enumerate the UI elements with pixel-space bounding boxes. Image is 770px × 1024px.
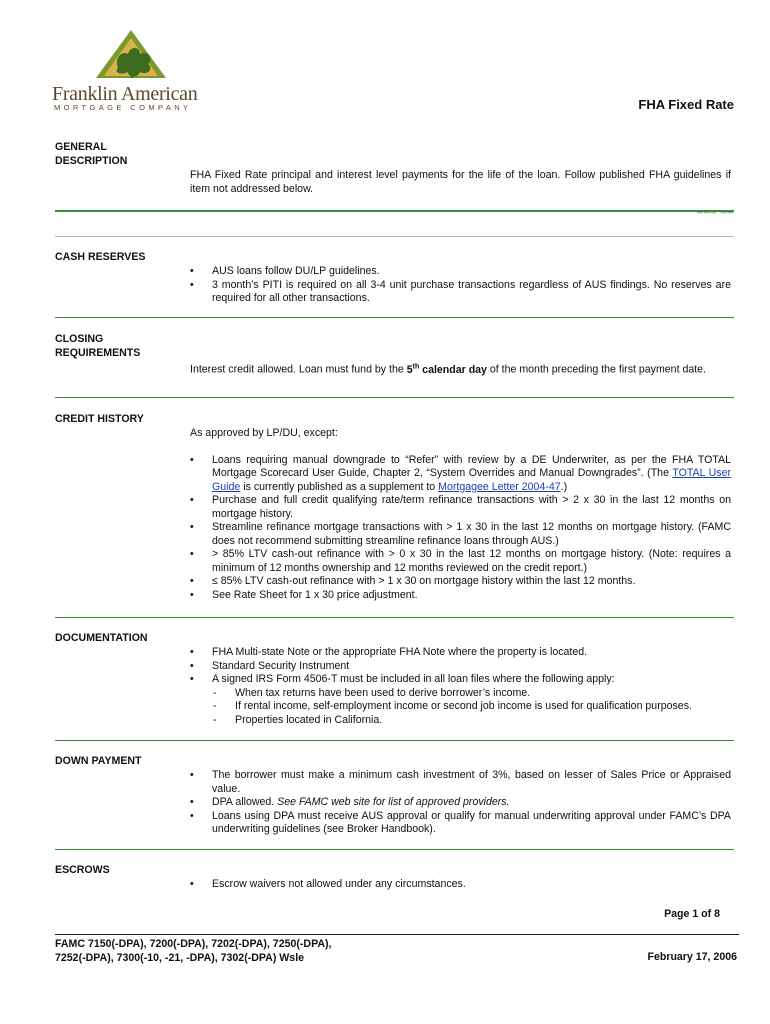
footer-date: February 17, 2006: [647, 951, 737, 963]
list-item: • Escrow waivers not allowed under any circumstances.: [190, 878, 731, 892]
list-item: • ≤ 85% LTV cash-out refinance with > 1 x 30 on mortgage history within the last 12 months.: [190, 575, 731, 589]
divider: [55, 849, 734, 850]
list-item: • FHA Multi-state Note or the appropriate FHA Note where the property is located.: [190, 646, 731, 660]
footer-line-2: 7252(-DPA), 7300(-10, -21, -DPA), 7302(-DPA) Wsle: [55, 952, 305, 964]
list-item: • A signed IRS Form 4506-T must be included in all loan files where the following apply:: [190, 673, 731, 687]
list-item: • 3 month’s PITI is required on all 3-4 unit purchase transactions regardless of AUS findings. No reserves are required for all other transactions.: [190, 279, 731, 306]
sub-list-item: - If rental income, self-employment income or second job income is used for qualification purposes.: [212, 700, 731, 714]
list-item: • See Rate Sheet for 1 x 30 price adjustment.: [190, 589, 731, 603]
company-subtitle: MORTGAGE COMPANY: [54, 103, 192, 112]
down-payment-content: [190, 769, 731, 837]
closing-text: Interest credit allowed. Loan must fund by the 5th calendar day of the month preceding the first payment date.: [190, 363, 707, 376]
divider: [55, 210, 734, 212]
sub-list-item: - Properties located in California.: [212, 714, 731, 728]
list-item: • The borrower must make a minimum cash investment of 3%, based on lesser of Sales Price or Appraised value.: [190, 769, 731, 796]
footer-product-codes: [55, 937, 331, 965]
list-item: • Loans requiring manual downgrade to “Refer” with review by a DE Underwriter, as per the FHA TOTAL Mortgage Scorecard User Guide, Chapter 2, “System Overrides and Manual Downgrades”. (The TOTAL User Guide is currently published as a supplement to Mortgagee Letter 2004-47.): [190, 454, 731, 495]
general-text: FHA Fixed Rate principal and interest level payments for the life of the loan. Follow published FHA guidelines if item not addressed below.: [190, 169, 731, 195]
list-item: • DPA allowed. See FAMC web site for list of approved providers.: [190, 796, 731, 810]
divider: [55, 740, 734, 741]
divider: [55, 317, 734, 318]
divider: [55, 617, 734, 618]
signature-mark: ___ __: [697, 203, 734, 214]
escrows-label: ESCROWS: [55, 864, 110, 876]
list-item: • Streamline refinance mortgage transactions with > 1 x 30 in the last 12 months on mortgage history. (FAMC does not recommend submitting streamline refinance loans through AUS.): [190, 521, 731, 548]
mortgagee-letter-link[interactable]: Mortgagee Letter 2004-47: [438, 480, 561, 493]
list-item: • > 85% LTV cash-out refinance with > 0 x 30 in the last 12 months on mortgage history. (Note: requires a minimum of 12 months ownership and 12 months reviewed on the credit report.): [190, 548, 731, 575]
total-user-guide-link[interactable]: TOTAL User Guide: [212, 467, 731, 493]
list-item: • Purchase and full credit qualifying rate/term refinance transactions with > 2 x 30 in the last 12 months on mortgage history.: [190, 494, 731, 521]
documentation-content: [190, 646, 731, 727]
general-description-label: GENERAL DESCRIPTION: [55, 141, 128, 167]
credit-history-content: [190, 427, 731, 602]
divider: [55, 236, 734, 237]
footer-divider: [55, 934, 739, 935]
oak-leaf-logo-icon: [48, 28, 198, 88]
company-name: Franklin American: [52, 83, 198, 105]
general-description-text: [190, 169, 731, 196]
cash-reserves-label: CASH RESERVES: [55, 251, 146, 263]
page-number: Page 1 of 8: [664, 908, 720, 920]
cash-reserves-content: [190, 265, 731, 306]
documentation-label: DOCUMENTATION: [55, 632, 148, 644]
down-payment-label: DOWN PAYMENT: [55, 755, 142, 767]
sub-list-item: - When tax returns have been used to derive borrower’s income.: [212, 687, 731, 701]
escrows-content: [190, 878, 731, 892]
list-item: • Standard Security Instrument: [190, 660, 731, 674]
list-item: • AUS loans follow DU/LP guidelines.: [190, 265, 731, 279]
footer-line-1: FAMC 7150(-DPA), 7200(-DPA), 7202(-DPA), 7250(-DPA),: [55, 938, 332, 950]
closing-requirements-content: [190, 360, 731, 377]
credit-history-label: CREDIT HISTORY: [55, 413, 144, 425]
credit-history-intro: As approved by LP/DU, except:: [190, 427, 338, 439]
closing-requirements-label: CLOSING REQUIREMENTS: [55, 333, 141, 359]
list-item: • Loans using DPA must receive AUS approval or qualify for manual underwriting approval under FAMC’s DPA underwriting guidelines (see Broker Handbook).: [190, 810, 731, 837]
document-title: FHA Fixed Rate: [638, 97, 734, 112]
divider: [55, 397, 734, 398]
